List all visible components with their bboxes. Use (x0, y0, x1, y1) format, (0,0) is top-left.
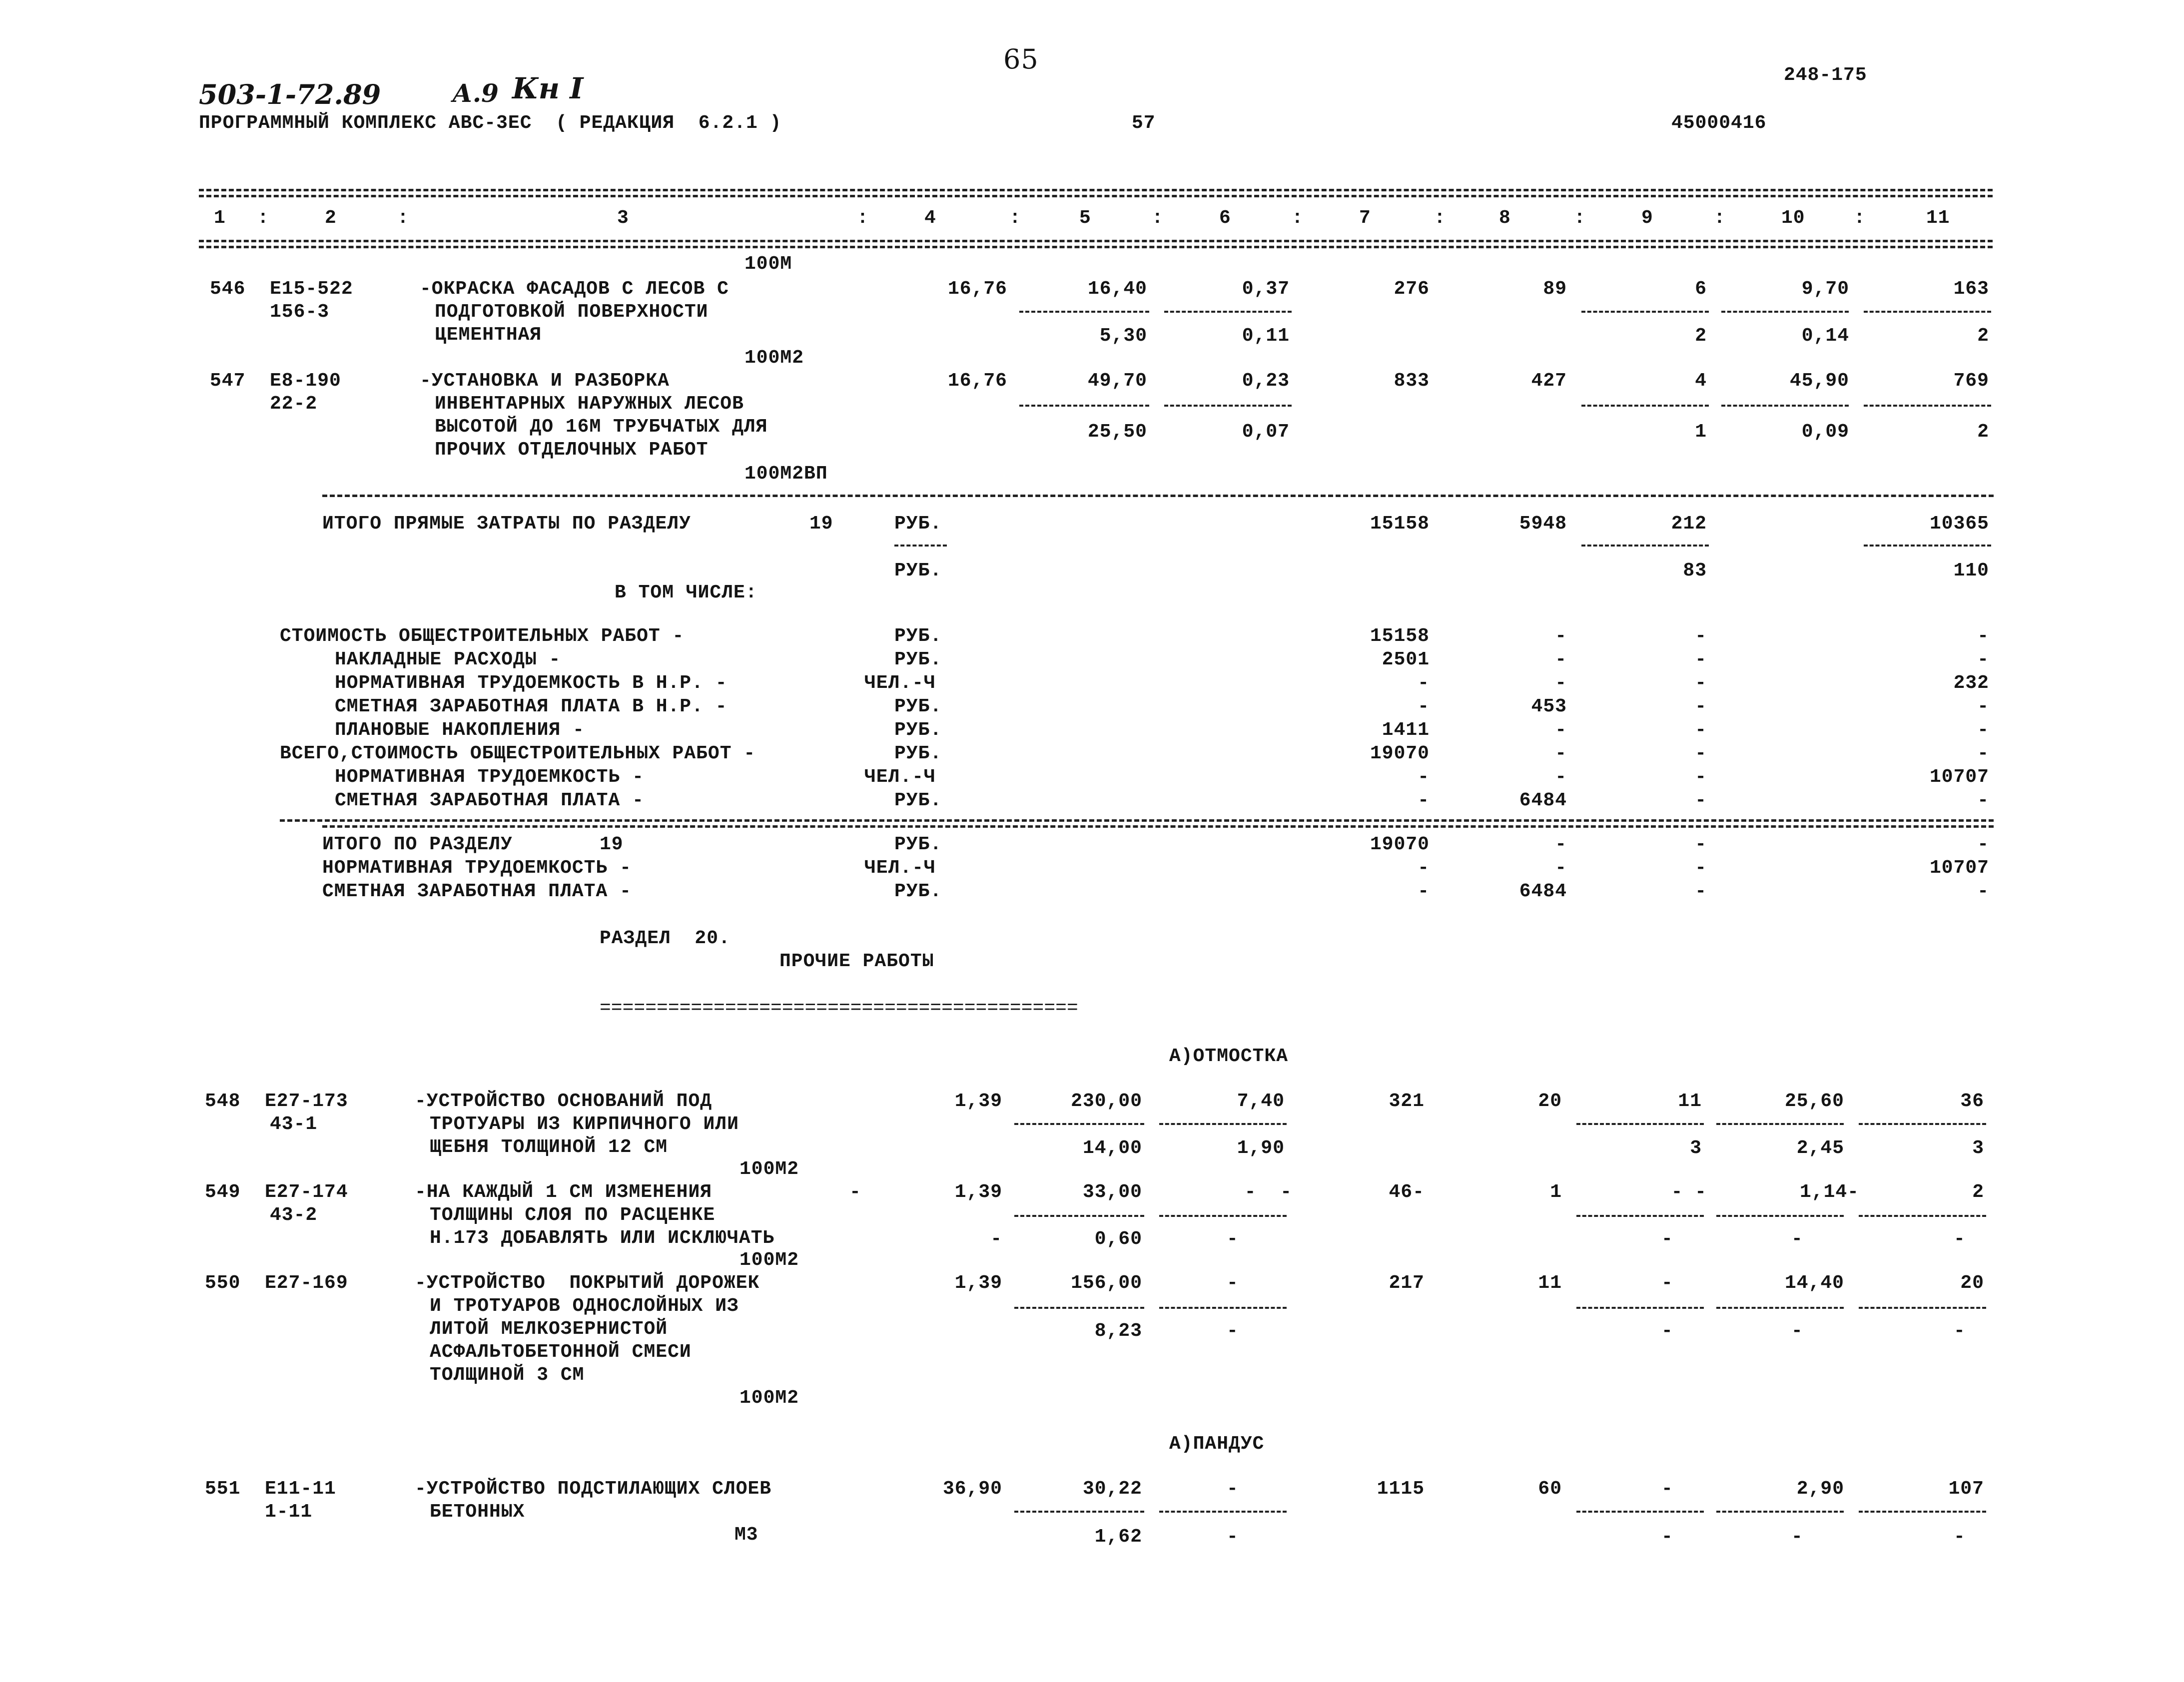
cell-col7: 276 (1394, 278, 1430, 300)
page-number: 65 (1003, 43, 1039, 75)
cell-col9-b: - (1661, 1320, 1673, 1342)
cell-col9: - (1661, 1478, 1673, 1500)
unit: ЧЕЛ.-Ч (864, 672, 936, 694)
cell-col5: 30,22 (1082, 1478, 1142, 1500)
cell-col6-b: - (1227, 1228, 1239, 1250)
unit-label: 100М2 (744, 347, 804, 369)
cell-divider (1864, 311, 1991, 313)
price-code-sub: 1-11 (265, 1501, 313, 1523)
quantity: 1,39 (954, 1272, 1002, 1294)
cell-divider (1019, 311, 1149, 313)
cell-divider (1859, 1215, 1986, 1217)
program-line: ПРОГРАММНЫЙ КОМПЛЕКС АВС-3ЕС ( РЕДАКЦИЯ 6.2.1 ) (199, 112, 782, 134)
cell-divider (1159, 1511, 1287, 1513)
col-header-4: 4 (924, 207, 936, 229)
unit: ЧЕЛ.-Ч (864, 857, 936, 879)
cell-col8: - (1555, 649, 1567, 670)
cell-divider (1159, 1307, 1287, 1309)
cell-col9-b: - (1661, 1526, 1673, 1548)
unit: РУБ. (894, 719, 942, 741)
cell-col7: 19070 (1370, 834, 1430, 855)
row-number: 549 (205, 1181, 241, 1203)
cell-col6: 7,40 (1237, 1091, 1285, 1112)
subsection-title: А)ОТМОСТКА (1169, 1046, 1289, 1067)
cell-col8: - (1555, 743, 1567, 764)
cell-divider (894, 545, 947, 547)
cell-col5: 16,40 (1087, 278, 1147, 300)
col-separator: : (397, 207, 409, 229)
col-separator: : (1854, 207, 1866, 229)
col-separator: : (1714, 207, 1726, 229)
cell-col11: 2 (1972, 1181, 1984, 1203)
cell-col5: 156,00 (1071, 1272, 1142, 1294)
cell-col9: 11 (1678, 1091, 1702, 1112)
cell-col9: - (1695, 766, 1707, 788)
cell-col11: - (1977, 834, 1989, 855)
col-header-3: 3 (617, 207, 629, 229)
work-description: ИНВЕНТАРНЫХ НАРУЖНЫХ ЛЕСОВ (435, 393, 744, 415)
cell-col9-b: 1 (1695, 421, 1707, 443)
cell-col5: 49,70 (1087, 370, 1147, 392)
cell-divider (1864, 405, 1991, 407)
cell-col11: 10365 (1929, 513, 1989, 535)
cell-col7: - (1418, 672, 1430, 694)
cell-col11: 769 (1953, 370, 1989, 392)
cell-col7: - (1418, 696, 1430, 717)
price-code-sub: 43-2 (270, 1204, 318, 1226)
cell-divider (1576, 1215, 1704, 1217)
col-header-1: 1 (214, 207, 226, 229)
cell-col8: - (1555, 766, 1567, 788)
price-code: Е11-11 (265, 1478, 336, 1500)
work-description: ПОДГОТОВКОЙ ПОВЕРХНОСТИ (435, 301, 709, 323)
cell-col10-b: - (1791, 1526, 1803, 1548)
work-description: Н.173 ДОБАВЛЯТЬ ИЛИ ИСКЛЮЧАТЬ (430, 1227, 775, 1249)
totals-label: НОРМАТИВНАЯ ТРУДОЕМКОСТЬ - (322, 857, 632, 879)
cell-divider (1581, 311, 1709, 313)
cell-col8: 20 (1538, 1091, 1562, 1112)
section-number: 19 (809, 513, 833, 535)
breakdown-label: ВСЕГО,СТОИМОСТЬ ОБЩЕСТРОИТЕЛЬНЫХ РАБОТ - (280, 743, 756, 764)
col-header-10: 10 (1781, 207, 1805, 229)
cell-col6-b: 1,90 (1237, 1137, 1285, 1159)
cell-divider (1581, 405, 1709, 407)
work-description: ЩЕБНЯ ТОЛЩИНОЙ 12 СМ (430, 1136, 668, 1158)
cell-col8: 5948 (1519, 513, 1567, 535)
cell-col5-b: 1,62 (1094, 1526, 1142, 1548)
cell-col10-b: 0,14 (1801, 325, 1849, 347)
cell-col5-b: 0,60 (1094, 1228, 1142, 1250)
cell-col11-b: 2 (1977, 325, 1989, 347)
cell-divider (1864, 545, 1991, 547)
work-description: -УСТАНОВКА И РАЗБОРКА (420, 370, 670, 392)
breakdown-label: ПЛАНОВЫЕ НАКОПЛЕНИЯ - (335, 719, 585, 741)
cell-col7: 15158 (1370, 625, 1430, 647)
cell-col9-b: 83 (1683, 560, 1707, 581)
unit-label: 100М2 (739, 1158, 799, 1180)
work-description: ЦЕМЕНТНАЯ (435, 324, 542, 346)
work-description: БЕТОННЫХ (430, 1501, 525, 1523)
cell-col9: - (1661, 1272, 1673, 1294)
quantity-b: - (990, 1228, 1002, 1250)
cell-divider (1014, 1123, 1144, 1125)
unit: РУБ. (894, 513, 942, 535)
unit: РУБ. (894, 560, 942, 581)
cell-col5-b: 5,30 (1099, 325, 1147, 347)
cell-col8: 89 (1543, 278, 1567, 300)
work-description: -НА КАЖДЫЙ 1 СМ ИЗМЕНЕНИЯ (415, 1181, 713, 1203)
cell-col8: - (1555, 834, 1567, 855)
cell-col9: - (1695, 696, 1707, 717)
cell-col10-b: 2,45 (1796, 1137, 1844, 1159)
cell-col11: - (1977, 790, 1989, 811)
price-code: Е15-522 (270, 278, 353, 300)
cell-col8: 453 (1531, 696, 1567, 717)
cell-col7: 46- (1389, 1181, 1425, 1203)
margin-mark: - (849, 1181, 861, 1203)
cell-col11: 36 (1960, 1091, 1984, 1112)
cell-divider (1716, 1307, 1844, 1309)
breakdown-label: СТОИМОСТЬ ОБЩЕСТРОИТЕЛЬНЫХ РАБОТ - (280, 625, 685, 647)
unit: РУБ. (894, 696, 942, 717)
work-description: -УСТРОЙСТВО ПОДСТИЛАЮЩИХ СЛОЕВ (415, 1478, 772, 1500)
cell-divider (1159, 1123, 1287, 1125)
cell-col7: - (1418, 881, 1430, 902)
cell-col6-b: 0,11 (1242, 325, 1290, 347)
cell-col8: 1 (1550, 1181, 1562, 1203)
cell-col9: - (1695, 743, 1707, 764)
cell-divider (1859, 1511, 1986, 1513)
cell-col7: - (1418, 790, 1430, 811)
cell-col11: - (1977, 649, 1989, 670)
work-description: ВЫСОТОЙ ДО 16М ТРУБЧАТЫХ ДЛЯ (435, 416, 768, 438)
cell-col11: - (1977, 696, 1989, 717)
cell-col7: 833 (1394, 370, 1430, 392)
cell-divider (1721, 311, 1849, 313)
unit-label: 100М (744, 253, 792, 275)
unit-label: 100М2 (739, 1249, 799, 1271)
work-description: ЛИТОЙ МЕЛКОЗЕРНИСТОЙ (430, 1318, 668, 1340)
unit-label: М3 (734, 1524, 758, 1546)
cell-col11: 10707 (1929, 857, 1989, 879)
cell-col5: 230,00 (1071, 1091, 1142, 1112)
handwritten-book: Кн I (512, 71, 584, 105)
price-code: Е27-173 (265, 1091, 348, 1112)
cell-col9: - - (1671, 1181, 1707, 1203)
cell-col6: - (1227, 1272, 1239, 1294)
cell-col7: 2501 (1382, 649, 1430, 670)
cell-col7: - (1418, 766, 1430, 788)
cell-divider (1014, 1307, 1144, 1309)
cell-col5-b: 8,23 (1094, 1320, 1142, 1342)
col-header-7: 7 (1359, 207, 1371, 229)
breakdown-label: СМЕТНАЯ ЗАРАБОТНАЯ ПЛАТА В Н.Р. - (335, 696, 728, 717)
cell-col11-b: - (1954, 1320, 1966, 1342)
quantity: 16,76 (947, 370, 1007, 392)
cell-divider (1859, 1307, 1986, 1309)
cell-col5-b: 25,50 (1087, 421, 1147, 443)
cell-col11-b: 3 (1972, 1137, 1984, 1159)
col-separator: : (1292, 207, 1304, 229)
cell-col6-b: 0,07 (1242, 421, 1290, 443)
section-subtitle: ПРОЧИЕ РАБОТЫ (779, 951, 934, 972)
row-number: 546 (210, 278, 246, 300)
cell-col8: - (1555, 857, 1567, 879)
cell-divider (1716, 1215, 1844, 1217)
cell-col11-b: - (1954, 1526, 1966, 1548)
top-right-number: 248-175 (1784, 64, 1867, 86)
cell-col11-b: 2 (1977, 421, 1989, 443)
col-separator: : (257, 207, 269, 229)
col-separator: : (857, 207, 869, 229)
cell-col6: - - (1244, 1181, 1292, 1203)
cell-col11: 163 (1953, 278, 1989, 300)
unit: РУБ. (894, 649, 942, 670)
unit-label: 100М2ВП (744, 463, 828, 485)
cell-col11: 107 (1948, 1478, 1984, 1500)
unit: РУБ. (894, 625, 942, 647)
cell-col11: - (1977, 625, 1989, 647)
cell-col10-b: - (1791, 1228, 1803, 1250)
cell-col10: 2,90 (1796, 1478, 1844, 1500)
cell-col10: 45,90 (1789, 370, 1849, 392)
cell-col9: - (1695, 672, 1707, 694)
quantity: 1,39 (954, 1181, 1002, 1203)
sheet-number: 57 (1132, 112, 1156, 134)
cell-col7: 321 (1389, 1091, 1425, 1112)
cell-col9: - (1695, 790, 1707, 811)
cell-col11: - (1977, 881, 1989, 902)
cell-col7: 217 (1389, 1272, 1425, 1294)
cell-col10: 1,14- (1799, 1181, 1859, 1203)
cell-col6: - (1227, 1478, 1239, 1500)
subsection-title: А)ПАНДУС (1169, 1433, 1265, 1455)
col-header-9: 9 (1641, 207, 1653, 229)
cell-divider (1576, 1511, 1704, 1513)
col-header-11: 11 (1926, 207, 1950, 229)
price-code: Е8-190 (270, 370, 341, 392)
breakdown-label: НАКЛАДНЫЕ РАСХОДЫ - (335, 649, 561, 670)
totals-rule (280, 819, 1994, 822)
section-rule (322, 495, 1994, 497)
totals-rule-2 (322, 825, 1994, 828)
handwritten-album: А.9 (452, 78, 499, 108)
work-description: ТРОТУАРЫ ИЗ КИРПИЧНОГО ИЛИ (430, 1114, 739, 1135)
cell-col11: - (1977, 719, 1989, 741)
price-code-sub: 22-2 (270, 393, 318, 415)
cell-col8: 11 (1538, 1272, 1562, 1294)
cell-col8: - (1555, 719, 1567, 741)
work-description: ТОЛЩИНЫ СЛОЯ ПО РАСЦЕНКЕ (430, 1204, 716, 1226)
col-header-8: 8 (1499, 207, 1511, 229)
work-description: -УСТРОЙСТВО ОСНОВАНИЙ ПОД (415, 1091, 713, 1112)
quantity: 36,90 (942, 1478, 1002, 1500)
cell-col10: 14,40 (1784, 1272, 1844, 1294)
table-top-rule-2 (199, 195, 1993, 197)
row-number: 548 (205, 1091, 241, 1112)
cell-col11: 232 (1953, 672, 1989, 694)
cell-divider (1576, 1123, 1704, 1125)
price-code: Е27-174 (265, 1181, 348, 1203)
work-description: И ТРОТУАРОВ ОДНОСЛОЙНЫХ ИЗ (430, 1295, 739, 1317)
totals-label: СМЕТНАЯ ЗАРАБОТНАЯ ПЛАТА - (322, 881, 632, 902)
col-separator: : (1152, 207, 1164, 229)
cell-col9: - (1695, 857, 1707, 879)
col-separator: : (1434, 207, 1446, 229)
cell-col9: - (1695, 649, 1707, 670)
direct-costs-label: ИТОГО ПРЯМЫЕ ЗАТРАТЫ ПО РАЗДЕЛУ (322, 513, 691, 535)
including-label: В ТОМ ЧИСЛЕ: (615, 582, 757, 603)
cell-divider (1164, 405, 1292, 407)
cell-col5: 33,00 (1082, 1181, 1142, 1203)
breakdown-label: СМЕТНАЯ ЗАРАБОТНАЯ ПЛАТА - (335, 790, 644, 811)
unit: РУБ. (894, 743, 942, 764)
cell-col9: 212 (1671, 513, 1707, 535)
row-number: 547 (210, 370, 246, 392)
cell-divider (1721, 405, 1849, 407)
cell-col9-b: - (1661, 1228, 1673, 1250)
header-bottom-rule (199, 240, 1993, 242)
cell-col8: 427 (1531, 370, 1567, 392)
col-separator: : (1574, 207, 1586, 229)
cell-col10-b: 0,09 (1801, 421, 1849, 443)
work-description: АСФАЛЬТОБЕТОННОЙ СМЕСИ (430, 1341, 692, 1363)
quantity: 1,39 (954, 1091, 1002, 1112)
cell-col9: - (1695, 625, 1707, 647)
cell-col10: 25,60 (1784, 1091, 1844, 1112)
cell-col6-b: - (1227, 1526, 1239, 1548)
section-title: РАЗДЕЛ 20. (600, 928, 730, 949)
unit-label: 100М2 (739, 1387, 799, 1409)
cell-divider (1576, 1307, 1704, 1309)
col-header-6: 6 (1219, 207, 1231, 229)
col-header-5: 5 (1079, 207, 1091, 229)
cell-col7: 1115 (1377, 1478, 1425, 1500)
cell-col7: 15158 (1370, 513, 1430, 535)
quantity: 16,76 (947, 278, 1007, 300)
header-bottom-rule-2 (199, 246, 1993, 248)
totals-label: ИТОГО ПО РАЗДЕЛУ (322, 834, 513, 855)
doc-number: 45000416 (1671, 112, 1767, 134)
breakdown-label: НОРМАТИВНАЯ ТРУДОЕМКОСТЬ В Н.Р. - (335, 672, 728, 694)
cell-divider (1581, 545, 1709, 547)
cell-col9: 4 (1695, 370, 1707, 392)
unit: РУБ. (894, 790, 942, 811)
cell-col9-b: 3 (1690, 1137, 1702, 1159)
section-number: 19 (600, 834, 624, 855)
cell-col8: 6484 (1519, 881, 1567, 902)
cell-col10: 9,70 (1801, 278, 1849, 300)
cell-divider (1716, 1123, 1844, 1125)
cell-col5-b: 14,00 (1082, 1137, 1142, 1159)
cell-col6: 0,23 (1242, 370, 1290, 392)
cell-col7: 19070 (1370, 743, 1430, 764)
price-code-sub: 156-3 (270, 301, 330, 323)
cell-col9: - (1695, 719, 1707, 741)
cell-col11: - (1977, 743, 1989, 764)
cell-col11-b: - (1954, 1228, 1966, 1250)
work-description: -ОКРАСКА ФАСАДОВ С ЛЕСОВ С (420, 278, 729, 300)
handwritten-series-code: 503-1-72.89 (199, 78, 381, 110)
double-rule: ========================================== (600, 998, 1078, 1019)
row-number: 551 (205, 1478, 241, 1500)
work-description: ТОЛЩИНОЙ 3 СМ (430, 1364, 585, 1386)
cell-divider (1019, 405, 1149, 407)
cell-col11: 20 (1960, 1272, 1984, 1294)
cell-col8: 6484 (1519, 790, 1567, 811)
price-code-sub: 43-1 (270, 1114, 318, 1135)
col-separator: : (1009, 207, 1021, 229)
row-number: 550 (205, 1272, 241, 1294)
cell-col10-b: - (1791, 1320, 1803, 1342)
work-description: -УСТРОЙСТВО ПОКРЫТИЙ ДОРОЖЕК (415, 1272, 760, 1294)
cell-col8: - (1555, 672, 1567, 694)
price-code: Е27-169 (265, 1272, 348, 1294)
cell-divider (1164, 311, 1292, 313)
cell-col6: 0,37 (1242, 278, 1290, 300)
cell-divider (1014, 1215, 1144, 1217)
cell-col11-b: 110 (1953, 560, 1989, 581)
breakdown-label: НОРМАТИВНАЯ ТРУДОЕМКОСТЬ - (335, 766, 644, 788)
cell-col9: 6 (1695, 278, 1707, 300)
cell-col9: - (1695, 881, 1707, 902)
cell-col8: - (1555, 625, 1567, 647)
cell-col7: - (1418, 857, 1430, 879)
cell-divider (1716, 1511, 1844, 1513)
cell-col11: 10707 (1929, 766, 1989, 788)
work-description: ПРОЧИХ ОТДЕЛОЧНЫХ РАБОТ (435, 439, 709, 461)
cell-col7: 1411 (1382, 719, 1430, 741)
unit: ЧЕЛ.-Ч (864, 766, 936, 788)
cell-divider (1159, 1215, 1287, 1217)
unit: РУБ. (894, 834, 942, 855)
cell-divider (1014, 1511, 1144, 1513)
table-top-rule (199, 189, 1993, 191)
cell-col6-b: - (1227, 1320, 1239, 1342)
cell-col9: - (1695, 834, 1707, 855)
col-header-2: 2 (325, 207, 337, 229)
cell-col9-b: 2 (1695, 325, 1707, 347)
cell-divider (1859, 1123, 1986, 1125)
unit: РУБ. (894, 881, 942, 902)
cell-col8: 60 (1538, 1478, 1562, 1500)
